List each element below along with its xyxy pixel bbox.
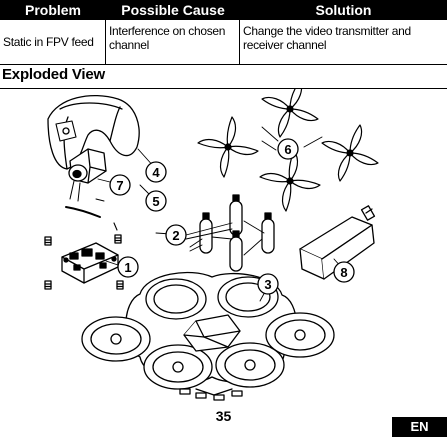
callout-3 [258, 274, 278, 294]
table-row [0, 20, 447, 65]
language-badge: EN [392, 417, 447, 437]
cell-cause: Interference on chosen channel [106, 20, 240, 64]
callout-7-label: 7 [116, 178, 124, 193]
table-header-row [0, 0, 447, 20]
callout-1-label: 1 [124, 260, 132, 275]
troubleshooting-table [0, 0, 447, 65]
callout-4-label: 4 [152, 165, 160, 180]
cell-solution: Change the video transmitter and receiver channel [243, 24, 411, 52]
section-title: Exploded View [2, 66, 105, 83]
exploded-view-diagram [0, 89, 447, 409]
header-solution: Solution [315, 2, 372, 18]
fpv-board-part [62, 243, 118, 283]
camera-part [66, 149, 117, 230]
callout-1 [118, 257, 138, 277]
header-possible-cause: Possible Cause [121, 2, 225, 18]
callout-8-label: 8 [340, 265, 348, 280]
callout-3-label: 3 [264, 277, 272, 292]
callout-7 [110, 175, 130, 195]
callout-5-label: 5 [152, 194, 160, 209]
page-number: 35 [215, 408, 232, 424]
frame-part [82, 272, 334, 400]
callout-4 [146, 162, 166, 182]
callout-2-label: 2 [172, 228, 180, 243]
callout-6-label: 6 [284, 142, 292, 157]
callout-6 [278, 139, 298, 159]
cell-problem: Static in FPV feed [0, 20, 106, 64]
callout-8 [334, 262, 354, 282]
header-problem: Problem [24, 2, 81, 18]
callout-2 [166, 225, 186, 245]
callout-5 [146, 191, 166, 211]
motors-part [186, 195, 274, 271]
